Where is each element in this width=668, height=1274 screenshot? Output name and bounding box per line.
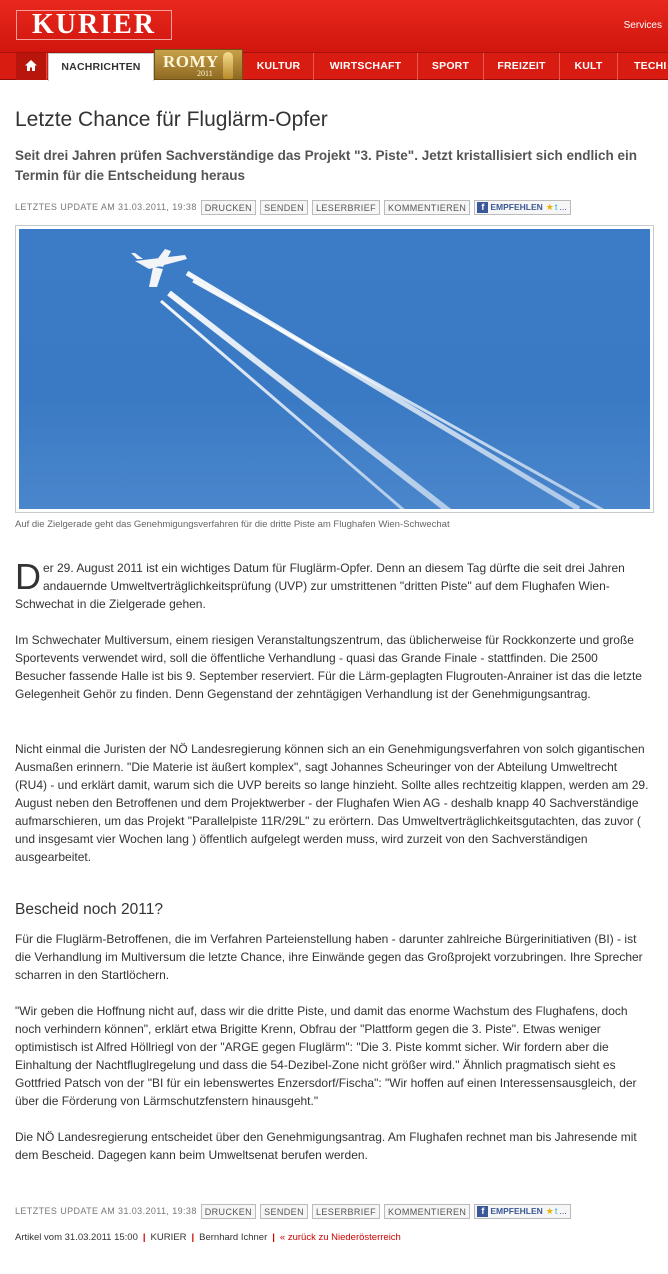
back-link[interactable]: « zurück zu Niederösterreich [279, 1232, 401, 1243]
send-button-bottom[interactable]: SENDEN [260, 1204, 308, 1219]
nav-wirtschaft[interactable]: WIRTSCHAFT [314, 53, 418, 80]
facebook-icon: f [477, 1206, 488, 1217]
comment-button-bottom[interactable]: KOMMENTIEREN [384, 1204, 470, 1219]
print-button-bottom[interactable]: DRUCKEN [201, 1204, 256, 1219]
nav-kultur[interactable]: KULTUR [244, 53, 314, 80]
nav-romy-2011[interactable] [154, 49, 243, 80]
twitter-icon: t [554, 1206, 558, 1216]
nav-sport[interactable]: SPORT [418, 53, 484, 80]
paragraph-1-text: er 29. August 2011 ist ein wichtiges Datum für Fluglärm-Opfer. Denn an diesem Tag dürfte die seit drei Jahren andauernde Umweltverträglichkeitsprüfung (UVP) zur umstrittenen "dritten Piste" auf dem Flughafen Wien-Schwechat in die Zielgerade gehen. [15, 561, 625, 611]
article-author: Bernhard Ichner [199, 1232, 268, 1243]
article-subtitle: Seit drei Jahren prüfen Sachverständige das Projekt "3. Piste". Jetzt kristallisiert sich endlich ein Termin für die Entscheidung heraus [15, 148, 638, 183]
paragraph-1 [15, 556, 651, 613]
facebook-icon: f [477, 202, 488, 213]
drop-cap: D [15, 556, 41, 597]
print-button[interactable]: DRUCKEN [201, 200, 256, 215]
article-meta [15, 1232, 401, 1243]
last-update-bottom: LETZTES UPDATE AM 31.03.2011, 19:38 [15, 1206, 197, 1216]
last-update: LETZTES UPDATE AM 31.03.2011, 19:38 [15, 202, 197, 212]
main-nav [0, 52, 668, 80]
share-label: EMPFEHLEN [490, 202, 543, 212]
contrail-graphic [19, 229, 650, 509]
letter-button-bottom[interactable]: LESERBRIEF [312, 1204, 380, 1219]
twitter-icon: t [554, 202, 558, 212]
share-label: EMPFEHLEN [490, 1206, 543, 1216]
article-source: KURIER [150, 1232, 187, 1243]
meta-separator: | [272, 1232, 275, 1243]
nav-freizeit[interactable]: FREIZEIT [484, 53, 560, 80]
home-icon [24, 59, 38, 72]
paragraph-6: Die NÖ Landesregierung entscheidet über den Genehmigungsantrag. Am Flughafen rechnet man bis Jahresende mit dem Bescheid. Dagegen kann beim Umweltsenat berufen werden. [15, 1130, 637, 1162]
meta-separator: | [191, 1232, 195, 1243]
paragraph-5: "Wir geben die Hoffnung nicht auf, dass wir die dritte Piste, und damit das enorme Wachstum des Flughafens, doch noch verhindern können", erklärt etwa Brigitte Krenn, Obfrau der "Plattform gegen die 3. Piste". Etwas weniger optimistisch ist Alfred Höllriegl von der "ARGE gegen Fluglärm": "Die 3. Piste kommt sicher. Wir fordern aber die Einhaltung der Nachtfluglregelung und dass die 54-Dezibel-Zone nicht größer wird." Ähnlich pragmatisch sieht es Gottfried Patsch von der "BI für ein lebenswertes Enzersdorf/Fischa": "Wir hoffen auf einen Interessensausgleich, der über die Förderung von Lärmschutzfenstern hinausgeht." [15, 1004, 637, 1108]
nav-kult[interactable]: KULT [560, 53, 618, 80]
nav-home-button[interactable] [16, 53, 47, 80]
paragraph-2: Im Schwechater Multiversum, einem riesigen Veranstaltungszentrum, das üblicherweise für Rockkonzerte und große Sportevents verwendet wird, soll die öffentliche Verhandlung - quasi das Grande Finale - stattfinden. Die 2500 Besucher fassende Halle ist bis 9. September reserviert. Für die Lärm-geplagten Flugrouten-Anrainer ist das die letzte Gelegenheit Gehör zu finden. Denn Gegenstand der zehntägigen Verhandlung ist der Genehmigungsantrag. [15, 633, 642, 701]
services-link[interactable]: Services [623, 20, 662, 31]
romy-statue-icon [223, 52, 233, 79]
romy-label: ROMY [163, 52, 219, 71]
nav-technik[interactable]: TECHI [634, 60, 667, 72]
star-icon: ★ [545, 1205, 554, 1216]
airplane-contrails-image [19, 229, 650, 509]
share-button-bottom[interactable] [474, 1204, 571, 1219]
star-icon: ★ [545, 201, 554, 212]
article-toolbar-bottom [15, 1203, 571, 1219]
photo-caption: Auf die Zielgerade geht das Genehmigungsverfahren für die dritte Piste am Flughafen Wien-Schwechat [15, 519, 450, 530]
comment-button[interactable]: KOMMENTIEREN [384, 200, 470, 215]
share-more: ... [559, 1206, 567, 1216]
kurier-logo[interactable]: KURIER [16, 10, 172, 40]
paragraph-3: Nicht einmal die Juristen der NÖ Landesregierung können sich an ein Genehmigungsverfahren von solch gigantischen Ausmaßen erinnern. "Die Materie ist äußert komplex", sagt Johannes Scheuringer von der Abteilung Umweltrecht (RU4) - und erklärt damit, warum sich die UVP bereits so lange hinzieht. Sollte alles rechtzeitig klappen, werden am 29. August neben den Betroffenen und dem Projektwerber - der Flughafen Wien AG - deshalb knapp 40 Sachverständige aufmarschieren, um das Projekt "Parallelpiste 11R/29L" zu erörtern. Das Umweltverträglichkeitsgutachten, das zuvor ( und insgesamt vier Wochen lang ) öffentlich aufgelegt werden muss, wird zurzeit von den Sachverständigen ausgearbeitet. [15, 742, 649, 864]
article-photo [15, 225, 654, 513]
section-heading: Bescheid noch 2011? [15, 901, 163, 918]
nav-nachrichten[interactable]: NACHRICHTEN [48, 53, 154, 81]
top-bar [0, 0, 668, 52]
letter-button[interactable]: LESERBRIEF [312, 200, 380, 215]
share-more: ... [559, 202, 567, 212]
romy-year: 2011 [197, 69, 213, 78]
article-title: Letzte Chance für Fluglärm-Opfer [15, 108, 328, 131]
share-button[interactable] [474, 200, 571, 215]
article-toolbar-top [15, 199, 571, 215]
meta-separator: | [142, 1232, 146, 1243]
paragraph-4: Für die Fluglärm-Betroffenen, die im Verfahren Parteienstellung haben - darunter zahlreiche Bürgerinitiativen (BI) - ist die Verhandlung im Multiversum die letzte Chance, ihre Einwände gegen das Großprojekt vorzubringen. Ihre Sprecher scharren in den Startlöchern. [15, 932, 643, 982]
send-button[interactable]: SENDEN [260, 200, 308, 215]
article-date: Artikel vom 31.03.2011 15:00 [15, 1232, 138, 1243]
